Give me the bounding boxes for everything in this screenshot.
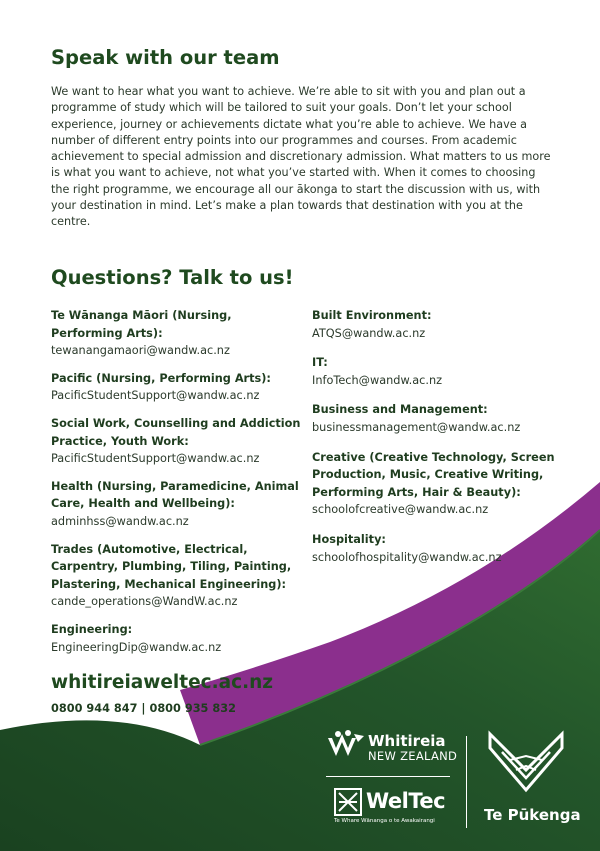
website-link[interactable]: whitireiaweltec.ac.nz	[51, 672, 274, 693]
contact-group	[51, 370, 301, 405]
contacts-right-column	[312, 307, 572, 578]
whitireia-region: NEW ZEALAND	[368, 749, 458, 763]
contact-label: Pacific (Nursing, Performing Arts):	[51, 371, 271, 385]
contact-label: Health (Nursing, Paramedicine, Animal Care, Health and Wellbeing):	[51, 479, 299, 511]
contact-email-link[interactable]: PacificStudentSupport@wandw.ac.nz	[51, 389, 260, 403]
contact-email-link[interactable]: adminhss@wandw.ac.nz	[51, 514, 189, 528]
contact-group	[312, 401, 572, 436]
contact-email-link[interactable]: ATQS@wandw.ac.nz	[312, 326, 426, 340]
logo-divider	[326, 776, 450, 777]
contact-label: Social Work, Counselling and Addiction Practice, Youth Work:	[51, 416, 301, 448]
contact-label: Creative (Creative Technology, Screen Production, Music, Creative Writing, Performing Arts, Hair & Beauty):	[312, 450, 555, 499]
weltec-wordmark: WelTec	[366, 789, 446, 813]
contact-email-link[interactable]: PacificStudentSupport@wandw.ac.nz	[51, 452, 260, 466]
whitireia-wordmark: Whitireia	[368, 732, 446, 750]
contact-label: Engineering:	[51, 622, 133, 636]
partner-logos	[320, 728, 590, 838]
contact-email-link[interactable]: InfoTech@wandw.ac.nz	[312, 373, 443, 387]
weltec-tagline: Te Whare Wānanga o te Awakairangi	[334, 818, 435, 824]
questions-heading: Questions? Talk to us!	[51, 266, 294, 289]
contact-group	[312, 531, 572, 566]
contact-email-link[interactable]: cande_operations@WandW.ac.nz	[51, 595, 238, 609]
whitireia-logo-icon	[326, 730, 366, 760]
contact-group	[51, 415, 301, 468]
contact-email-link[interactable]: tewanangamaori@wandw.ac.nz	[51, 344, 230, 358]
contact-label: Trades (Automotive, Electrical, Carpentry, Plumbing, Tiling, Painting, Plastering, Mechanical Engineering):	[51, 542, 292, 591]
contact-label: IT:	[312, 356, 328, 370]
contact-group	[312, 307, 572, 342]
phone-numbers: 0800 944 847 | 0800 935 832	[51, 702, 236, 715]
contact-email-link[interactable]: schoolofhospitality@wandw.ac.nz	[312, 550, 502, 564]
te-pukenga-logo-icon	[486, 730, 566, 802]
contact-group	[51, 478, 301, 531]
contact-email-link[interactable]: schoolofcreative@wandw.ac.nz	[312, 503, 489, 517]
contact-group	[51, 307, 301, 360]
contact-group	[51, 541, 301, 611]
contact-label: Hospitality:	[312, 532, 386, 546]
contact-label: Te Wānanga Māori (Nursing, Performing Arts):	[51, 309, 232, 340]
contact-group	[312, 449, 572, 519]
contact-group	[312, 354, 572, 389]
te-pukenga-wordmark: Te Pūkenga	[484, 806, 581, 824]
weltec-logo-icon	[334, 788, 362, 816]
team-heading: Speak with our team	[51, 46, 280, 69]
contact-email-link[interactable]: EngineeringDip@wandw.ac.nz	[51, 640, 222, 654]
contact-label: Business and Management:	[312, 403, 488, 417]
contacts-left-column	[51, 307, 301, 666]
contact-label: Built Environment:	[312, 309, 432, 322]
contact-email-link[interactable]: businessmanagement@wandw.ac.nz	[312, 420, 521, 434]
team-intro-paragraph: We want to hear what you want to achieve. We’re able to sit with you and plan out a programme of study which will be tailored to suit your goals. Don’t let your school experience, journey or achievements dictate what you’re able to achieve. We have a number of different entry points into our programmes and courses. From academic achievement to special admission and discretionary admission. What matters to us more is what you want to achieve, not what you’ve started with. When it comes to choosing the right programme, we encourage all our ākonga to start the discussion with us, with your destination in mind. Let’s make a plan towards that destination with you at the centre.	[51, 85, 551, 229]
contact-group	[51, 621, 301, 656]
logo-vertical-divider	[466, 736, 467, 828]
